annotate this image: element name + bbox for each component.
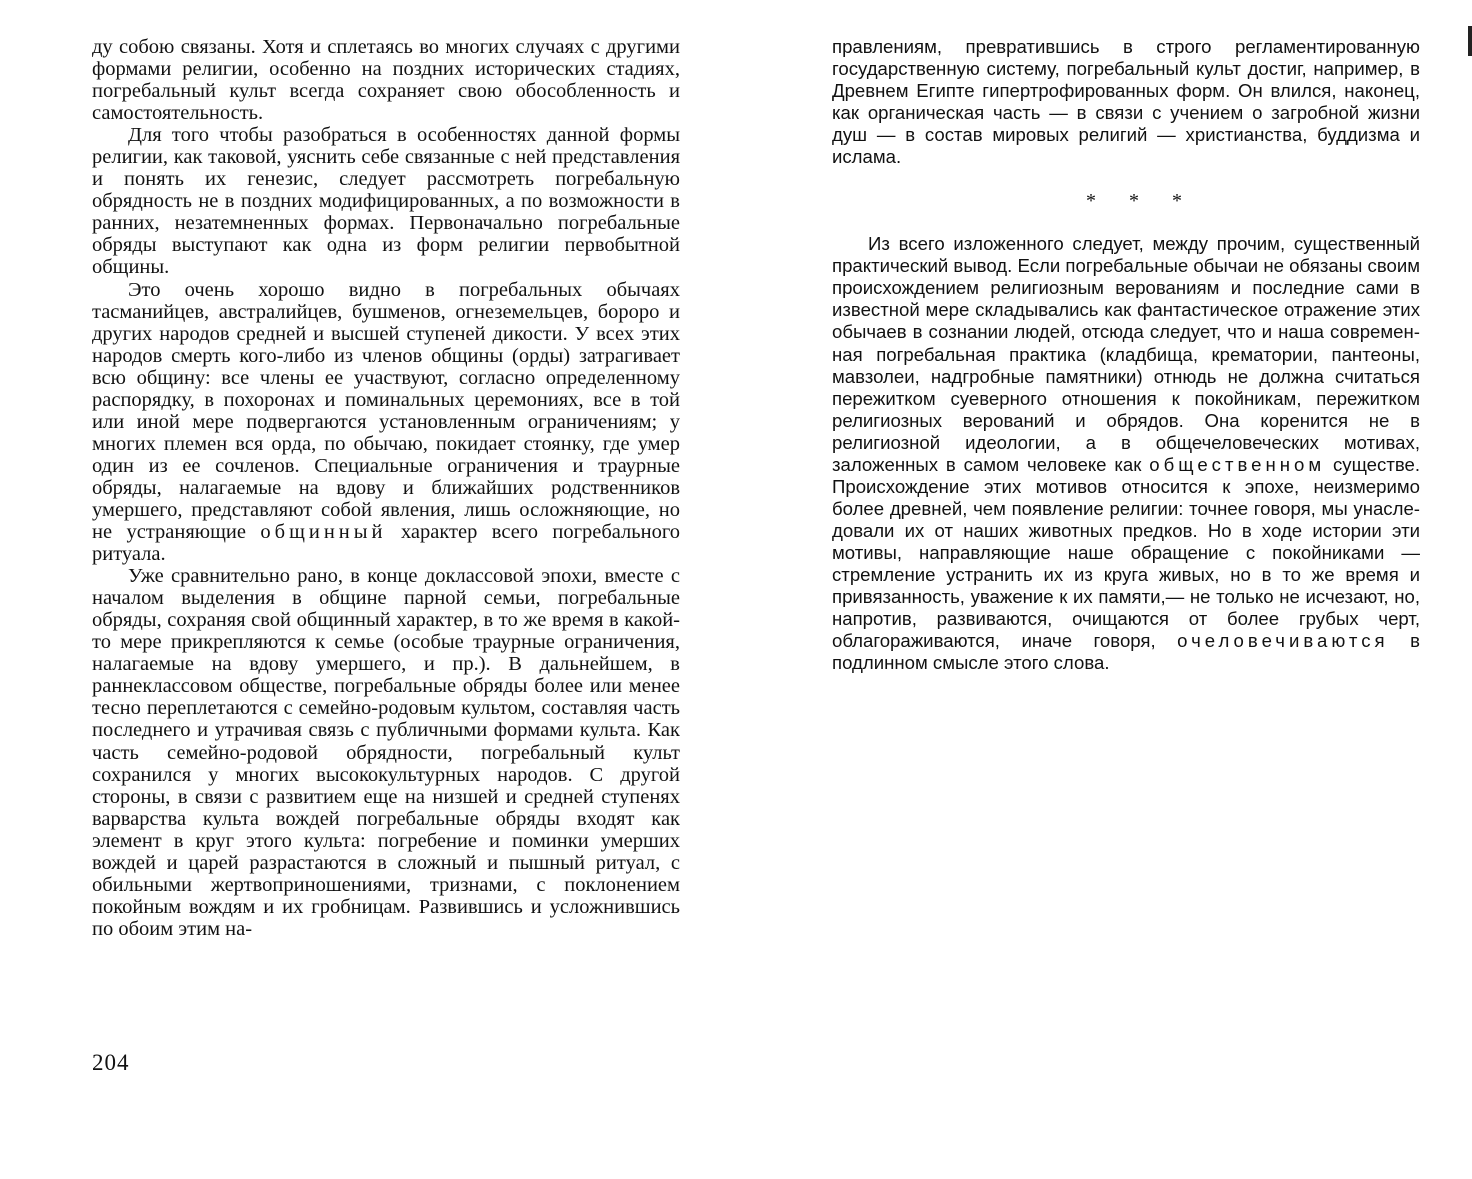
page-edge-mark	[1468, 26, 1472, 56]
emphasis-obshchestvennom: общественном	[1149, 453, 1326, 475]
page-number: 204	[92, 1050, 130, 1075]
section-separator: * * *	[1086, 190, 1196, 213]
left-paragraph-3-text-a: Это очень хорошо видно в погребальных обычаях тасманийцев, австралийцев, бушменов, огнеземельцев, бороро и других народов средней и высшей ступеней дикости. У всех этих народов смерть кого-либо из членов общины (орды) затрагивает всю общину: все члены ее участвуют, согласно определенному распорядку, в похоронах и поминальных церемониях, все в той или иной мере подвергаются установленным ограничениям; у многих племен вся орда, по обычаю, покидает стоянку, где умер один из ее сочленов. Специальные ограничения и траурные обряды, налагаемые на вдову и ближайших родственников умершего, представляют собой явления, лишь осложняющие, но не устраняющие	[92, 278, 680, 544]
left-paragraph-3-text-b: характер всего погребального ритуала.	[92, 521, 680, 566]
left-paragraph-1: ду собою связаны. Хотя и сплетаясь во многих случаях с другими формами религии, особенно на поздних исторических стадиях, погребальный культ всегда сохраняет свою обособленность и самостоятельность.	[92, 36, 680, 125]
right-page	[832, 36, 1420, 674]
right-paragraph-1: правлениям, превратившись в строго регламентированную государственную систему, погребальный культ достиг, например, в Древнем Египте гипертрофированных форм. Он влился, наконец, как органическая часть — в связи с учением о загробной жизни душ — в состав мировых религий — христианства, буддизма и ислама.	[832, 36, 1420, 168]
right-paragraph-2-text-b: существе. Происхождение этих мотивов относится к эпохе, неизмеримо более древней, чем появление религии: точнее говоря, мы унаследовали их от наших животных предков. Но в ходе истории эти мотивы, направляющие наше обращение с покойниками — стремление устранить их из круга живых, но в то же время и привязанность, уважение к их памяти,— не только не исчезают, но, напротив, развиваются, очищаются от более грубых черт, облагораживаются, иначе говоря,	[832, 453, 1421, 652]
right-paragraph-2-text-a: Из всего изложенного следует, между прочим, существенный практический вывод. Если погребальные обычаи не обязаны своим происхождением религиозным верованиям и последние сами в известной мере складывались как фантастическое отражение этих обычаев в сознании людей, отсюда следует, что и наша современная погребальная практика (кладбища, крематории, пантеоны, мавзолеи, надгробные памятники) отнюдь не должна считаться пережитком суеверного отношения к покойникам, пережитком религиозных верований и обрядов. Она коренится не в религиозной идеологии, а в общечеловеческих мотивах, заложенных в самом человеке как	[832, 233, 1420, 475]
right-paragraph-2	[832, 233, 1420, 674]
left-paragraph-3	[92, 279, 680, 566]
left-paragraph-4: Уже сравнительно рано, в конце доклассовой эпохи, вместе с началом выделения в общине парной семьи, погребальные обряды, сохраняя свой общинный характер, в то же время в какой-то мере прикрепляются к семье (особые траурные ограничения, налагаемые на вдову умершего, и пр.). В дальнейшем, в раннеклассовом обществе, погребальные обряды более или менее тесно переплетаются с семейно-родовым культом, составляя часть последнего и утрачивая связь с публичными формами культа. Как часть семейно-родовой обрядности, погребальный культ сохранился у многих высококультурных народов. С другой стороны, в связи с развитием еще на низшей и средней ступенях варварства культа вождей погребальные обряды входят как элемент в круг этого культа: погребение и поминки умерших вождей и царей разрастаются в сложный и пышный ритуал, с обильными жертвоприношениями, тризнами, с поклонением покойным вождям и их гробницам. Развившись и усложнившись по обоим этим на-	[92, 565, 680, 940]
left-page	[92, 36, 680, 940]
emphasis-obshchinnyi: общинный	[260, 521, 387, 544]
emphasis-ochelovechivayutsya: очеловечиваются	[1177, 630, 1389, 652]
left-paragraph-2: Для того чтобы разобраться в особенностях данной формы религии, как таковой, уяснить себе связанные с ней представления и понять их генезис, следует рассмотреть погребальную обрядность не в поздних модифицированных, а по возможности в ранних, незатемненных формах. Первоначально погребальные обряды выступают как одна из форм религии первобытной общины.	[92, 124, 680, 279]
right-paragraph-2-text-c: в подлинном смысле этого слова.	[832, 630, 1420, 674]
